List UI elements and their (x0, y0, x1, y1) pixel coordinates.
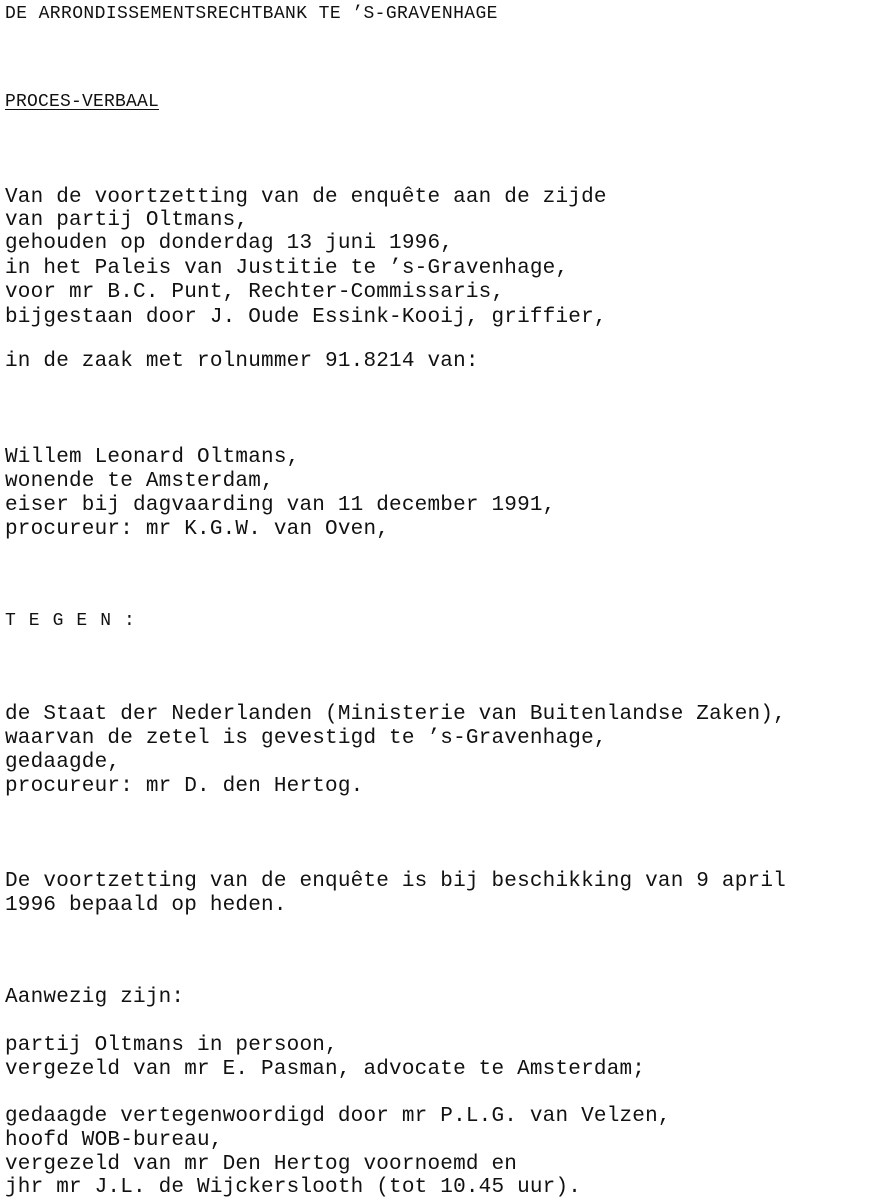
intro-line: in het Paleis van Justitie te ’s-Gravenhage, (5, 257, 569, 280)
intro-line: gehouden op donderdag 13 juni 1996, (5, 232, 454, 255)
continuation-line: 1996 bepaald op heden. (5, 894, 287, 917)
present-party-line: vergezeld van mr E. Pasman, advocate te Amsterdam; (5, 1058, 646, 1081)
document-title: PROCES-VERBAAL (5, 92, 160, 112)
present-defendant-line: hoofd WOB-bureau, (5, 1129, 223, 1152)
defendant-line: de Staat der Nederlanden (Ministerie van Buitenlandse Zaken), (5, 703, 786, 726)
continuation-line: De voortzetting van de enquête is bij beschikking van 9 april (5, 870, 786, 893)
intro-line: van partij Oltmans, (5, 209, 249, 232)
plaintiff-line: wonende te Amsterdam, (5, 470, 274, 493)
intro-line: voor mr B.C. Punt, Rechter-Commissaris, (5, 281, 505, 304)
court-name: DE ARRONDISSEMENTSRECHTBANK TE ’S-GRAVENHAGE (5, 4, 498, 24)
present-party-line: partij Oltmans in persoon, (5, 1034, 338, 1057)
defendant-line: waarvan de zetel is gevestigd te ’s-Gravenhage, (5, 727, 607, 750)
present-defendant-line: gedaagde vertegenwoordigd door mr P.L.G. van Velzen, (5, 1105, 671, 1128)
present-defendant-line: vergezeld van mr Den Hertog voornoemd en (5, 1153, 518, 1176)
tegen-label: TEGEN: (5, 611, 148, 631)
intro-line: bijgestaan door J. Oude Essink-Kooij, griffier, (5, 306, 607, 329)
intro-line: Van de voortzetting van de enquête aan de zijde (5, 186, 607, 209)
plaintiff-line: Willem Leonard Oltmans, (5, 446, 300, 469)
plaintiff-line: procureur: mr K.G.W. van Oven, (5, 518, 390, 541)
case-number-line: in de zaak met rolnummer 91.8214 van: (5, 350, 479, 373)
present-defendant-line: jhr mr J.L. de Wijckerslooth (tot 10.45 uur). (5, 1176, 582, 1199)
defendant-line: gedaagde, (5, 751, 121, 774)
present-heading: Aanwezig zijn: (5, 986, 185, 1009)
plaintiff-line: eiser bij dagvaarding van 11 december 1991, (5, 494, 556, 517)
defendant-line: procureur: mr D. den Hertog. (5, 775, 364, 798)
